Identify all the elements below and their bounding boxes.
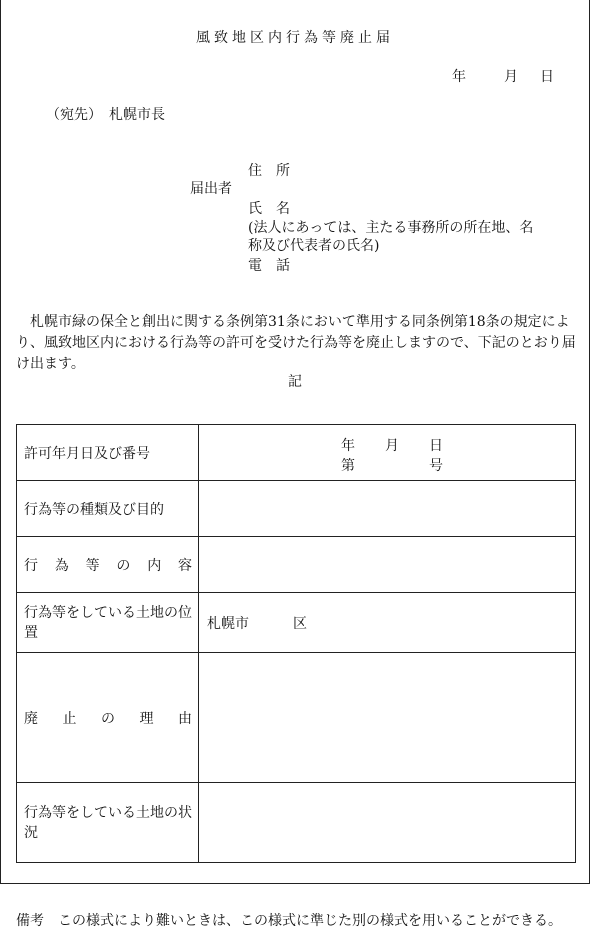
label-char: 行 (24, 557, 38, 574)
date-month: 月 (504, 69, 518, 85)
label-char: 由 (178, 710, 192, 727)
location-ku: 区 (293, 616, 307, 632)
filer-corp-note-1: (法人にあっては、主たる事務所の所在地、名 (248, 220, 534, 236)
activity-content-field[interactable] (199, 537, 576, 593)
table-row (17, 481, 576, 537)
label-char: 内 (147, 557, 162, 574)
permit-gou: 号 (429, 458, 443, 474)
document-title: 風致地区内行為等廃止届 (196, 30, 394, 46)
land-location-label: 行為等をしている土地の位置 (17, 593, 199, 653)
activity-content-label (17, 537, 199, 593)
land-status-label: 行為等をしている土地の状況 (17, 783, 199, 863)
permit-month: 月 (385, 438, 399, 454)
permit-date-number-field[interactable] (199, 425, 576, 481)
label-char: 容 (177, 557, 192, 574)
table-row (17, 593, 576, 653)
permit-dai: 第 (341, 458, 355, 474)
label-char: の (101, 710, 115, 727)
filer-phone: 電 話 (248, 258, 290, 274)
location-city: 札幌市 (207, 616, 249, 632)
activity-type-purpose-field[interactable] (199, 481, 576, 537)
filer-address: 住 所 (248, 163, 290, 179)
label-char: 止 (62, 710, 77, 727)
label-char: 等 (85, 557, 100, 574)
date-day: 日 (540, 69, 554, 85)
label-char: 理 (139, 710, 154, 727)
filer-corp-note-2: 称及び代表者の氏名) (248, 238, 380, 254)
label-char: 為 (54, 557, 69, 574)
permit-day: 日 (429, 438, 443, 454)
abolition-reason-field[interactable] (199, 653, 576, 783)
label-char: 廃 (24, 710, 38, 727)
table-row (17, 783, 576, 863)
permit-year: 年 (341, 438, 355, 454)
label-char: の (116, 557, 131, 574)
permit-date-number-label: 許可年月日及び番号 (17, 425, 199, 481)
ki-heading: 記 (288, 374, 302, 390)
land-status-field[interactable] (199, 783, 576, 863)
addressee: （宛先） 札幌市長 (46, 107, 165, 123)
abolition-reason-label (17, 653, 199, 783)
notification-table (16, 424, 576, 863)
filer-label: 届出者 (190, 181, 232, 197)
remarks-note: 備考 この様式により難いときは、この様式に準じた別の様式を用いることができる。 (16, 913, 562, 929)
body-paragraph: 札幌市緑の保全と創出に関する条例第31条において準用する同条例第18条の規定により、風致地区内における行為等の許可を受けた行為等を廃止しますので、下記のとおり届け出ます。 (16, 314, 576, 372)
table-row (17, 425, 576, 481)
activity-type-purpose-label: 行為等の種類及び目的 (17, 481, 199, 537)
land-location-field[interactable] (199, 593, 576, 653)
table-row (17, 537, 576, 593)
date-year: 年 (452, 69, 466, 85)
filer-name: 氏 名 (248, 201, 290, 217)
table-row (17, 653, 576, 783)
